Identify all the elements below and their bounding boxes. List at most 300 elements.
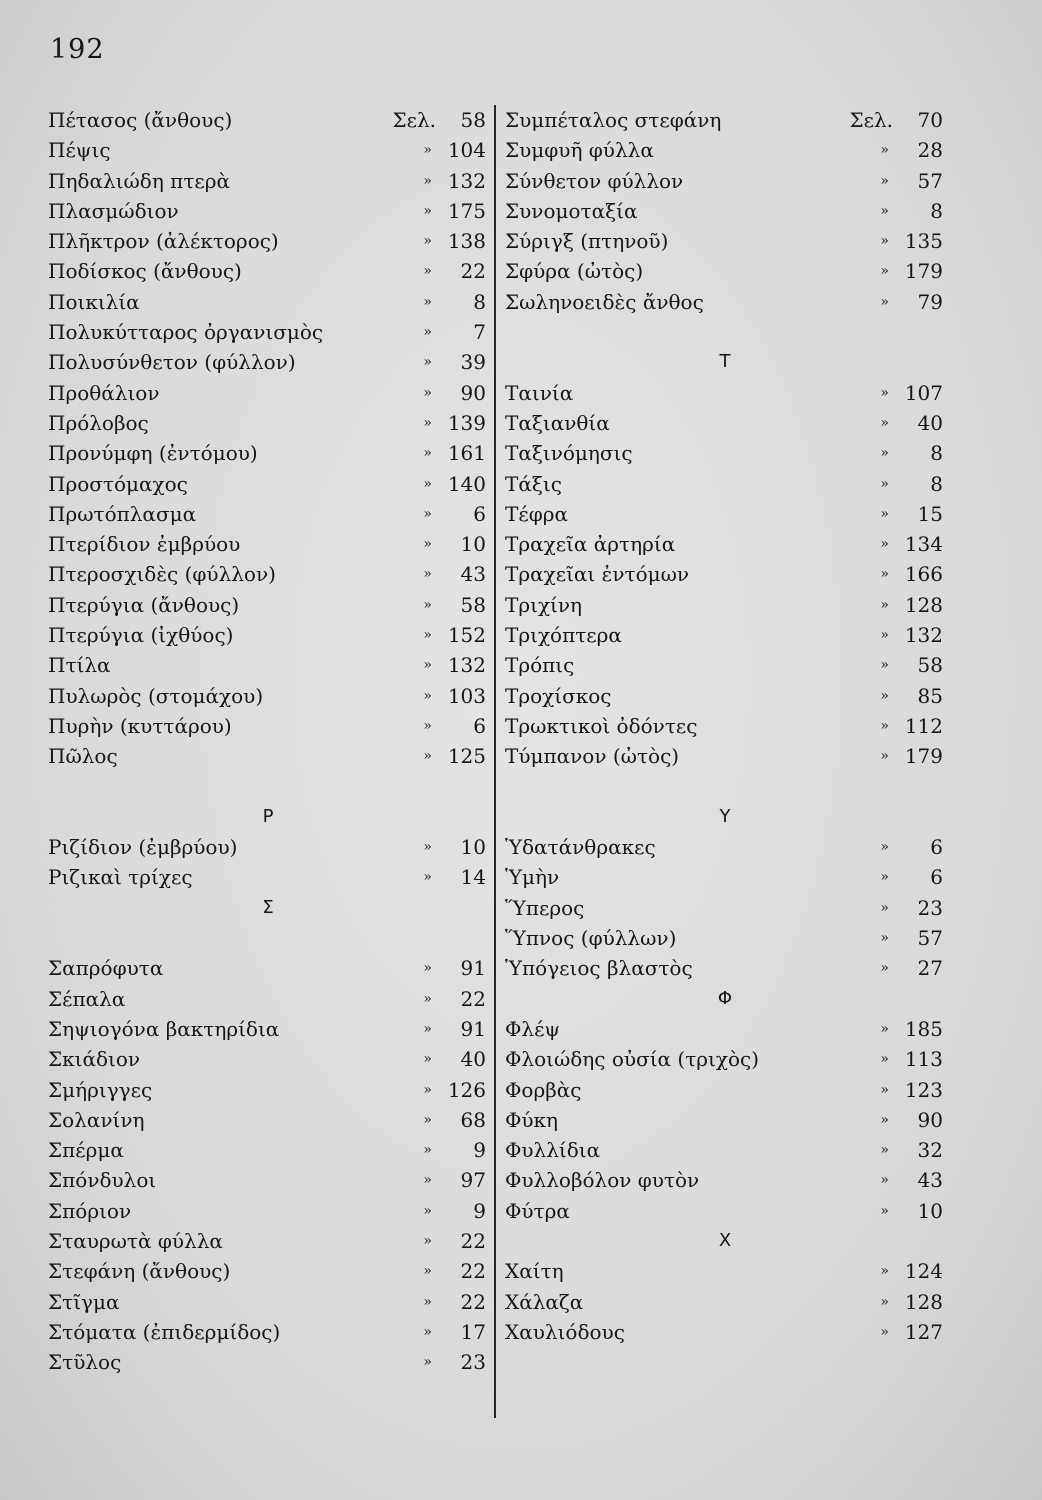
ditto-mark: » [423, 324, 432, 341]
index-term: Προθάλιον [48, 380, 160, 405]
index-entry [48, 226, 488, 256]
ditto-mark: » [880, 960, 889, 977]
index-entry [48, 166, 488, 196]
ditto-mark: » [423, 263, 432, 280]
index-entry [505, 378, 945, 408]
index-entry [505, 862, 945, 892]
page-reference: 161 [447, 441, 486, 466]
ditto-mark: » [423, 627, 432, 644]
ditto-mark: » [880, 475, 889, 492]
index-term: Πρωτόπλασμα [48, 501, 197, 526]
index-term: Φύτρα [505, 1198, 570, 1223]
ditto-mark: » [423, 566, 432, 583]
index-term: Φυλλοβόλον φυτὸν [505, 1168, 700, 1193]
index-term: Σολανίνη [48, 1107, 145, 1132]
index-term: Πυλωρὸς (στομάχου) [48, 683, 264, 708]
index-term: Προνύμφη (ἐντόμου) [48, 441, 258, 466]
ditto-mark: » [423, 445, 432, 462]
page-reference: 39 [460, 350, 486, 375]
index-term: Ποικιλία [48, 289, 140, 314]
index-term: Σέπαλα [48, 986, 126, 1011]
index-term: Πτερύγια (ἰχθύος) [48, 623, 234, 648]
index-term: Πτίλα [48, 653, 111, 678]
index-term: Σφύρα (ὠτὸς) [505, 259, 644, 284]
ditto-mark: » [423, 960, 432, 977]
index-term: Συμφυῆ φύλλα [505, 138, 654, 163]
ditto-mark: » [880, 1172, 889, 1189]
index-term: Φλέψ [505, 1016, 561, 1041]
index-term: Πολυκύτταρος ὀργανισμὸς [48, 320, 324, 345]
index-term: Ὕπερος [505, 895, 585, 920]
index-term: Πέτασος (ἄνθους) [48, 108, 233, 132]
index-term: Πτερύγια (ἄνθους) [48, 592, 240, 617]
ditto-mark: » [423, 414, 432, 431]
index-term: Ὑδατάνθρακες [505, 835, 656, 860]
page-reference: 179 [904, 744, 943, 769]
index-entry [48, 1287, 488, 1317]
index-term: Ριζικαὶ τρίχες [48, 865, 193, 890]
index-entry [505, 1105, 945, 1135]
section-spacer [48, 923, 488, 953]
ditto-mark: » [423, 172, 432, 189]
index-entry [505, 1317, 945, 1347]
index-entry [505, 1014, 945, 1044]
index-entry [505, 226, 945, 256]
ditto-mark: » [880, 899, 889, 916]
ditto-mark: » [880, 1263, 889, 1280]
index-entry [505, 893, 945, 923]
ditto-mark: » [423, 1020, 432, 1037]
page-reference: 22 [460, 1259, 486, 1284]
index-entry [505, 1256, 945, 1286]
index-term: Τέφρα [505, 501, 568, 526]
ditto-mark: » [880, 657, 889, 674]
index-term: Φυλλίδια [505, 1138, 601, 1163]
index-term: Πτεροσχιδὲς (φύλλον) [48, 562, 276, 587]
index-entry [505, 408, 945, 438]
index-entry [48, 408, 488, 438]
page-reference: 8 [930, 441, 943, 466]
page-reference: 23 [917, 895, 943, 920]
ditto-mark: » [880, 627, 889, 644]
ditto-mark: » [880, 445, 889, 462]
ditto-mark: » [880, 869, 889, 886]
index-term: Ταινία [505, 380, 574, 405]
index-term: Τροχίσκος [505, 683, 612, 708]
page-reference: 127 [904, 1319, 943, 1344]
index-entry [48, 1256, 488, 1286]
index-term: Τραχεῖαι ἐντόμων [505, 562, 690, 587]
ditto-mark: » [423, 596, 432, 613]
index-term: Σπόριον [48, 1198, 132, 1223]
section-letter-heading: Φ [717, 987, 733, 1009]
index-entry [48, 1044, 488, 1074]
index-entry [48, 378, 488, 408]
index-entry [505, 1044, 945, 1074]
index-entry [505, 499, 945, 529]
index-entry [505, 953, 945, 983]
page-reference: 10 [917, 1198, 943, 1223]
page-reference: 40 [460, 1047, 486, 1072]
index-entry [48, 984, 488, 1014]
ditto-mark: » [423, 293, 432, 310]
index-entry [505, 1135, 945, 1165]
index-term: Τρωκτικοὶ ὀδόντες [505, 713, 698, 738]
index-entry [505, 1165, 945, 1195]
index-term: Σκιάδιον [48, 1047, 141, 1072]
page-reference: 22 [460, 1228, 486, 1253]
ditto-mark: » [423, 536, 432, 553]
index-entry [505, 741, 945, 771]
index-entry [505, 256, 945, 286]
index-term: Πλασμώδιον [48, 198, 179, 223]
section-letter-heading: Ρ [262, 805, 274, 827]
index-entry [48, 317, 488, 347]
index-term: Φλοιώδης οὐσία (τριχὸς) [505, 1047, 760, 1072]
ditto-mark: » [423, 233, 432, 250]
index-entry [505, 832, 945, 862]
ditto-mark: » [423, 1172, 432, 1189]
ditto-mark: » [880, 1111, 889, 1128]
page-reference: 79 [917, 289, 943, 314]
page-reference: 113 [904, 1047, 943, 1072]
ditto-mark: » [880, 384, 889, 401]
page-reference: 138 [447, 229, 486, 254]
page-reference: 6 [473, 713, 486, 738]
index-term: Σμήριγγες [48, 1077, 153, 1102]
index-term: Τύμπανον (ὠτὸς) [505, 744, 680, 769]
page-reference: 10 [460, 532, 486, 557]
index-entry [48, 1226, 488, 1256]
index-term: Χαίτη [505, 1259, 564, 1284]
ditto-mark: » [880, 596, 889, 613]
ditto-mark: » [423, 687, 432, 704]
page-reference: 90 [460, 380, 486, 405]
ditto-mark: » [880, 748, 889, 765]
index-entry [48, 681, 488, 711]
page-reference: 43 [917, 1168, 943, 1193]
index-entry [48, 832, 488, 862]
index-entry [505, 711, 945, 741]
ditto-mark: » [880, 233, 889, 250]
ditto-mark: » [423, 202, 432, 219]
index-entry [505, 135, 945, 165]
page-abbreviation: Σελ. [849, 108, 893, 132]
page-reference: 68 [460, 1107, 486, 1132]
page-reference: 6 [930, 835, 943, 860]
index-entry [48, 196, 488, 226]
index-term: Ταξιανθία [505, 410, 610, 435]
page-reference: 140 [447, 471, 486, 496]
index-entry [505, 469, 945, 499]
index-entry [505, 1075, 945, 1105]
index-term: Πολυσύνθετον (φύλλον) [48, 350, 296, 375]
index-term: Τριχόπτερα [505, 623, 622, 648]
index-entry [505, 196, 945, 226]
index-term: Πτερίδιον ἐμβρύου [48, 532, 241, 557]
index-term: Πυρὴν (κυττάρου) [48, 713, 232, 738]
index-term: Στόματα (ἐπιδερμίδος) [48, 1319, 281, 1344]
page-reference: 166 [904, 562, 943, 587]
ditto-mark: » [880, 1202, 889, 1219]
ditto-mark: » [880, 505, 889, 522]
index-entry [48, 711, 488, 741]
page-reference: 57 [917, 926, 943, 951]
ditto-mark: » [423, 505, 432, 522]
index-term: Σαπρόφυτα [48, 956, 164, 981]
ditto-mark: » [880, 687, 889, 704]
section-letter-heading: Υ [719, 805, 731, 827]
ditto-mark: » [880, 1142, 889, 1159]
page-reference: 32 [917, 1138, 943, 1163]
ditto-mark: » [880, 1323, 889, 1340]
ditto-mark: » [880, 566, 889, 583]
index-term: Πηδαλιώδη πτερὰ [48, 168, 231, 193]
index-entry [48, 347, 488, 377]
page-reference: 139 [447, 410, 486, 435]
page-reference: 132 [447, 653, 486, 678]
index-entry [48, 135, 488, 165]
index-entry [48, 862, 488, 892]
index-entry [48, 469, 488, 499]
page-abbreviation: Σελ. [392, 108, 436, 132]
index-term: Συνομοταξία [505, 198, 638, 223]
ditto-mark: » [880, 293, 889, 310]
page-reference: 112 [904, 713, 943, 738]
ditto-mark: » [423, 1081, 432, 1098]
index-term: Ταξινόμησις [505, 441, 633, 466]
ditto-mark: » [880, 1020, 889, 1037]
page-reference: 22 [460, 1289, 486, 1314]
index-entry [505, 590, 945, 620]
index-term: Πέψις [48, 138, 111, 163]
index-term: Χαυλιόδους [505, 1319, 625, 1344]
ditto-mark: » [880, 414, 889, 431]
index-entry [48, 1105, 488, 1135]
index-entry [505, 529, 945, 559]
page-reference: 175 [447, 198, 486, 223]
page-reference: 9 [473, 1198, 486, 1223]
page-reference: 58 [460, 592, 486, 617]
column-divider [494, 105, 496, 1418]
index-term: Προστόμαχος [48, 471, 188, 496]
index-entry [48, 287, 488, 317]
ditto-mark: » [423, 142, 432, 159]
index-term: Τριχίνη [505, 592, 583, 617]
page-reference: 10 [460, 835, 486, 860]
index-entry [48, 741, 488, 771]
index-entry [48, 1075, 488, 1105]
ditto-mark: » [880, 202, 889, 219]
index-entry [48, 953, 488, 983]
section-letter-heading: Χ [718, 1229, 732, 1251]
index-entry [505, 559, 945, 589]
ditto-mark: » [423, 717, 432, 734]
index-entry [505, 1287, 945, 1317]
index-entry [48, 256, 488, 286]
index-entry [48, 590, 488, 620]
page-reference: 40 [917, 410, 943, 435]
index-term: Ποδίσκος (ἄνθους) [48, 259, 242, 284]
index-entry [48, 1347, 488, 1377]
index-entry [505, 650, 945, 680]
index-entry [505, 620, 945, 650]
index-term: Στεφάνη (ἄνθους) [48, 1259, 231, 1284]
page-reference: 23 [460, 1350, 486, 1375]
index-term: Ὕπνος (φύλλων) [505, 926, 677, 951]
index-entry [505, 438, 945, 468]
ditto-mark: » [880, 1293, 889, 1310]
index-term: Στῖγμα [48, 1289, 120, 1314]
index-term: Σηψιογόνα βακτηρίδια [48, 1016, 280, 1041]
index-entry [48, 499, 488, 529]
ditto-mark: » [880, 717, 889, 734]
ditto-mark: » [423, 1111, 432, 1128]
page-reference: 15 [917, 501, 943, 526]
page-reference: 22 [460, 986, 486, 1011]
page-reference: 91 [460, 956, 486, 981]
page-reference: 8 [930, 471, 943, 496]
ditto-mark: » [423, 354, 432, 371]
page-reference: 70 [917, 108, 943, 132]
ditto-mark: » [880, 263, 889, 280]
page-reference: 103 [447, 683, 486, 708]
index-term: Ριζίδιον (ἐμβρύου) [48, 835, 238, 860]
index-entry [505, 287, 945, 317]
index-entry [48, 1196, 488, 1226]
index-term: Σύριγξ (πτηνοῦ) [505, 229, 669, 254]
ditto-mark: » [423, 1142, 432, 1159]
index-term: Πῶλος [48, 744, 118, 769]
page-reference: 43 [460, 562, 486, 587]
page-reference: 85 [917, 683, 943, 708]
page-reference: 91 [460, 1016, 486, 1041]
ditto-mark: » [423, 748, 432, 765]
index-entry [505, 166, 945, 196]
section-letter-heading: Σ [262, 896, 274, 918]
page-reference: 125 [447, 744, 486, 769]
index-entry [48, 1317, 488, 1347]
index-entry [48, 620, 488, 650]
ditto-mark: » [880, 536, 889, 553]
page-reference: 27 [917, 956, 943, 981]
page-reference: 124 [904, 1259, 943, 1284]
ditto-mark: » [880, 1051, 889, 1068]
index-term: Φορβὰς [505, 1077, 582, 1102]
ditto-mark: » [423, 1323, 432, 1340]
index-entry [505, 681, 945, 711]
ditto-mark: » [423, 1051, 432, 1068]
index-term: Τρόπις [505, 653, 575, 678]
section-spacer [48, 772, 488, 802]
page-number: 192 [50, 34, 105, 65]
index-term: Συμπέταλος στεφάνη [505, 108, 722, 132]
page-reference: 6 [473, 501, 486, 526]
index-entry [48, 1014, 488, 1044]
index-term: Χάλαζα [505, 1289, 584, 1314]
index-term: Ὑπόγειος βλαστὸς [505, 956, 693, 981]
index-entry [505, 105, 945, 135]
index-entry [48, 529, 488, 559]
index-term: Ὑμὴν [505, 865, 560, 890]
page-reference: 58 [460, 108, 486, 132]
page-reference: 134 [904, 532, 943, 557]
page-reference: 90 [917, 1107, 943, 1132]
ditto-mark: » [880, 1081, 889, 1098]
index-term: Σπόνδυλοι [48, 1168, 157, 1193]
ditto-mark: » [423, 1293, 432, 1310]
page-reference: 128 [904, 1289, 943, 1314]
ditto-mark: » [423, 1202, 432, 1219]
index-term: Σωληνοειδὲς ἄνθος [505, 289, 704, 314]
index-term: Φύκη [505, 1107, 559, 1132]
ditto-mark: » [423, 1263, 432, 1280]
page-reference: 14 [460, 865, 486, 890]
ditto-mark: » [423, 475, 432, 492]
ditto-mark: » [423, 869, 432, 886]
page-reference: 17 [460, 1319, 486, 1344]
page-reference: 8 [930, 198, 943, 223]
page-reference: 128 [904, 592, 943, 617]
page-reference: 8 [473, 289, 486, 314]
page-reference: 107 [904, 380, 943, 405]
section-letter-heading: Τ [719, 351, 731, 373]
index-entry [48, 650, 488, 680]
ditto-mark: » [423, 657, 432, 674]
ditto-mark: » [423, 990, 432, 1007]
index-term: Σύνθετον φύλλον [505, 168, 684, 193]
ditto-mark: » [880, 172, 889, 189]
index-column-left [48, 105, 488, 1377]
index-entry [48, 438, 488, 468]
page-reference: 123 [904, 1077, 943, 1102]
page-reference: 28 [917, 138, 943, 163]
page-reference: 132 [904, 623, 943, 648]
index-term: Σπέρμα [48, 1138, 124, 1163]
ditto-mark: » [423, 839, 432, 856]
page-reference: 7 [473, 320, 486, 345]
index-term: Τάξις [505, 471, 562, 496]
page-reference: 104 [447, 138, 486, 163]
page-reference: 126 [447, 1077, 486, 1102]
page-reference: 132 [447, 168, 486, 193]
page-reference: 22 [460, 259, 486, 284]
page-reference: 6 [930, 865, 943, 890]
page-reference: 58 [917, 653, 943, 678]
page-reference: 97 [460, 1168, 486, 1193]
index-entry [505, 1196, 945, 1226]
page-reference: 179 [904, 259, 943, 284]
index-entry [48, 105, 488, 135]
index-entry [48, 1135, 488, 1165]
index-term: Στῦλος [48, 1350, 122, 1375]
page-reference: 9 [473, 1138, 486, 1163]
page-reference: 135 [904, 229, 943, 254]
ditto-mark: » [880, 930, 889, 947]
index-term: Πρόλοβος [48, 410, 149, 435]
index-term: Σταυρωτὰ φύλλα [48, 1228, 223, 1253]
page-reference: 185 [904, 1016, 943, 1041]
ditto-mark: » [880, 839, 889, 856]
index-entry [48, 1165, 488, 1195]
ditto-mark: » [880, 142, 889, 159]
index-term: Τραχεῖα ἀρτηρία [505, 532, 676, 557]
index-entry [48, 559, 488, 589]
section-spacer [505, 772, 945, 802]
page-reference: 152 [447, 623, 486, 648]
ditto-mark: » [423, 1232, 432, 1249]
ditto-mark: » [423, 1354, 432, 1371]
